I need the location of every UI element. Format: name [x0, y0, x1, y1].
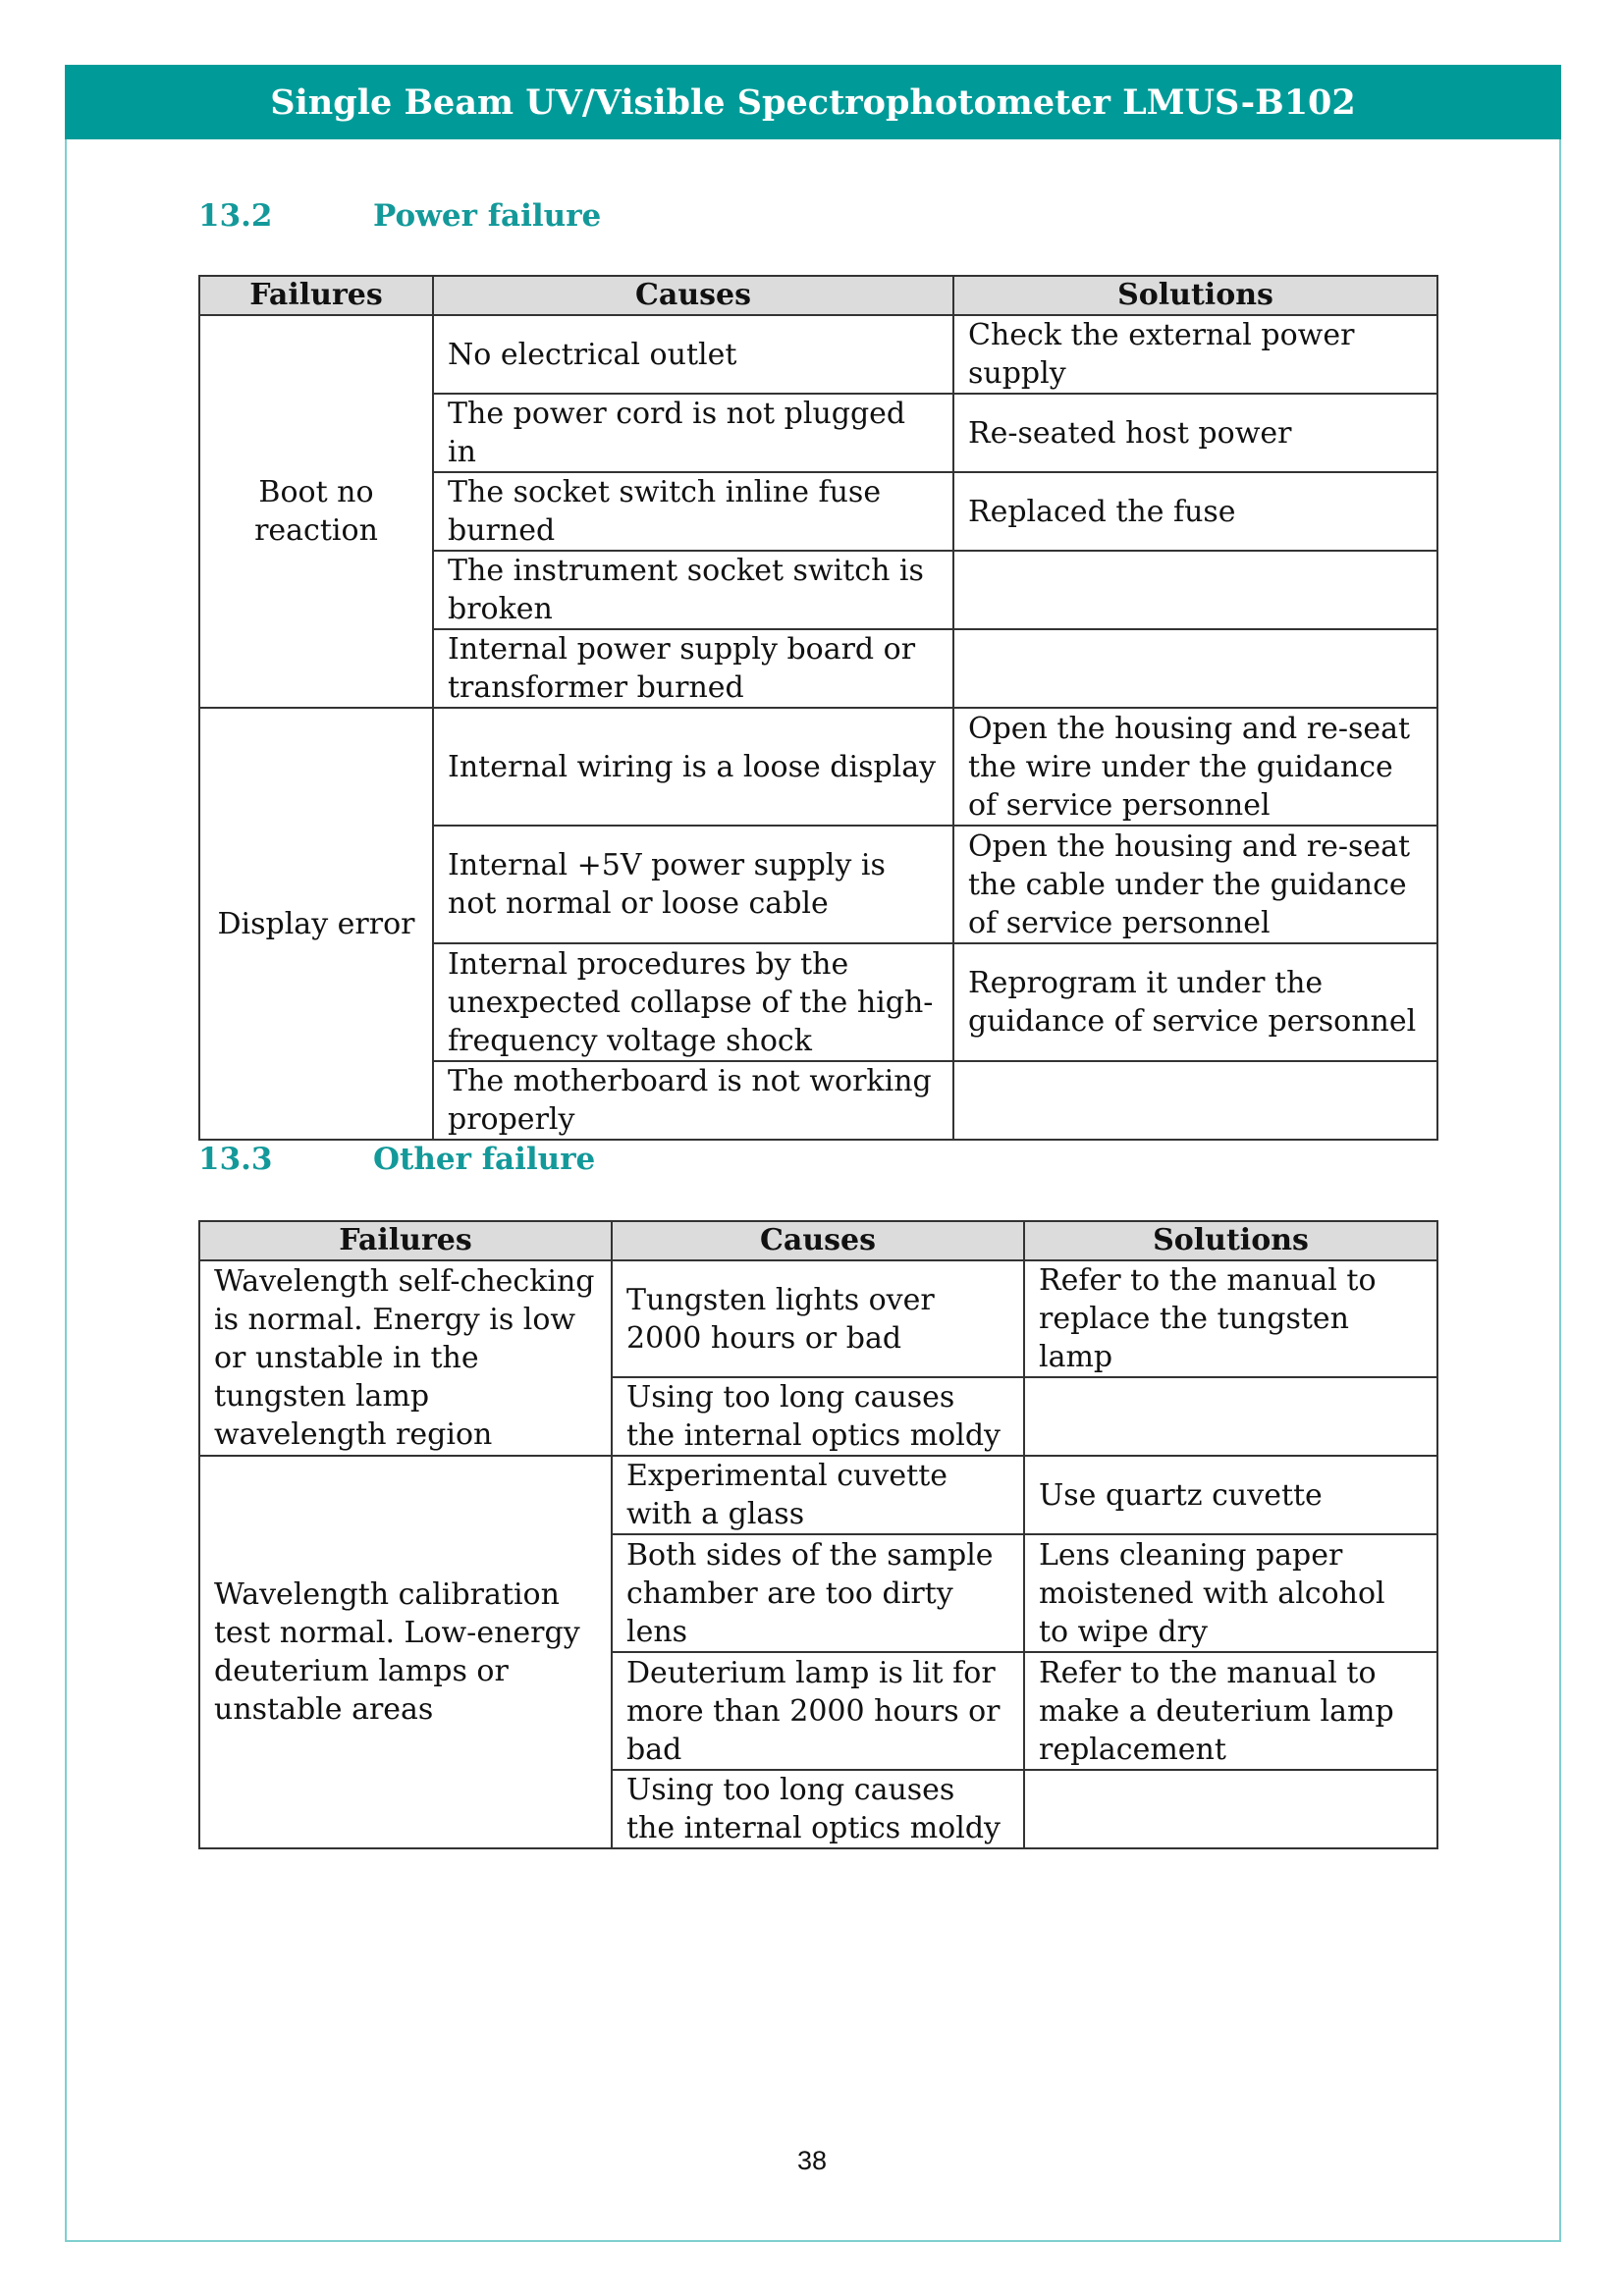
- section-title: Other failure: [373, 1142, 596, 1177]
- column-header-causes: Causes: [612, 1221, 1024, 1260]
- table-row: [199, 1260, 1437, 1377]
- solution-cell: Refer to the manual to replace the tungsten lamp: [1024, 1260, 1437, 1377]
- solution-cell: Lens cleaning paper moistened with alcohol to wipe dry: [1024, 1534, 1437, 1652]
- cause-cell: Internal power supply board or transformer burned: [433, 629, 953, 708]
- table-row: [199, 1456, 1437, 1534]
- section-number: 13.3: [198, 1142, 273, 1177]
- column-header-failures: Failures: [199, 276, 433, 315]
- failure-cell: Boot no reaction: [199, 315, 433, 708]
- cause-cell: The instrument socket switch is broken: [433, 551, 953, 629]
- section-number: 13.2: [198, 198, 273, 234]
- cause-cell: Internal wiring is a loose display: [433, 708, 953, 826]
- solution-cell: Reprogram it under the guidance of service personnel: [953, 943, 1437, 1061]
- cause-cell: Using too long causes the internal optics moldy: [612, 1770, 1024, 1848]
- solution-cell: [953, 551, 1437, 629]
- cause-cell: Tungsten lights over 2000 hours or bad: [612, 1260, 1024, 1377]
- cause-cell: No electrical outlet: [433, 315, 953, 394]
- failure-cell: Wavelength calibration test normal. Low-energy deuterium lamps or unstable areas: [199, 1456, 612, 1848]
- table-header-row: [199, 1221, 1437, 1260]
- column-header-causes: Causes: [433, 276, 953, 315]
- document-header: [65, 65, 1561, 139]
- table-header-row: [199, 276, 1437, 315]
- cause-cell: Deuterium lamp is lit for more than 2000 hours or bad: [612, 1652, 1024, 1770]
- solution-cell: [953, 629, 1437, 708]
- cause-cell: The power cord is not plugged in: [433, 394, 953, 472]
- other-failure-table: [198, 1220, 1438, 1849]
- solution-cell: [1024, 1770, 1437, 1848]
- solution-cell: [1024, 1377, 1437, 1456]
- solution-cell: Open the housing and re-seat the cable under the guidance of service personnel: [953, 826, 1437, 943]
- failure-cell: Wavelength self-checking is normal. Energy is low or unstable in the tungsten lamp wavelength region: [199, 1260, 612, 1456]
- cause-cell: Using too long causes the internal optics moldy: [612, 1377, 1024, 1456]
- section-heading-other-failure: [198, 1142, 595, 1177]
- solution-cell: Replaced the fuse: [953, 472, 1437, 551]
- column-header-solutions: Solutions: [1024, 1221, 1437, 1260]
- solution-cell: Open the housing and re-seat the wire under the guidance of service personnel: [953, 708, 1437, 826]
- document-title: Single Beam UV/Visible Spectrophotometer LMUS-B102: [270, 81, 1356, 123]
- section-heading-power-failure: [198, 198, 601, 234]
- cause-cell: Internal +5V power supply is not normal or loose cable: [433, 826, 953, 943]
- cause-cell: The motherboard is not working properly: [433, 1061, 953, 1140]
- table-row: [199, 708, 1437, 826]
- page-number: 38: [796, 2146, 828, 2175]
- cause-cell: The socket switch inline fuse burned: [433, 472, 953, 551]
- column-header-failures: Failures: [199, 1221, 612, 1260]
- solution-cell: Check the external power supply: [953, 315, 1437, 394]
- solution-cell: Refer to the manual to make a deuterium lamp replacement: [1024, 1652, 1437, 1770]
- cause-cell: Both sides of the sample chamber are too dirty lens: [612, 1534, 1024, 1652]
- solution-cell: Re-seated host power: [953, 394, 1437, 472]
- column-header-solutions: Solutions: [953, 276, 1437, 315]
- cause-cell: Experimental cuvette with a glass: [612, 1456, 1024, 1534]
- solution-cell: [953, 1061, 1437, 1140]
- solution-cell: Use quartz cuvette: [1024, 1456, 1437, 1534]
- failure-cell: Display error: [199, 708, 433, 1140]
- section-title: Power failure: [373, 198, 602, 234]
- cause-cell: Internal procedures by the unexpected collapse of the high-frequency voltage shock: [433, 943, 953, 1061]
- table-row: [199, 315, 1437, 394]
- power-failure-table: [198, 275, 1438, 1141]
